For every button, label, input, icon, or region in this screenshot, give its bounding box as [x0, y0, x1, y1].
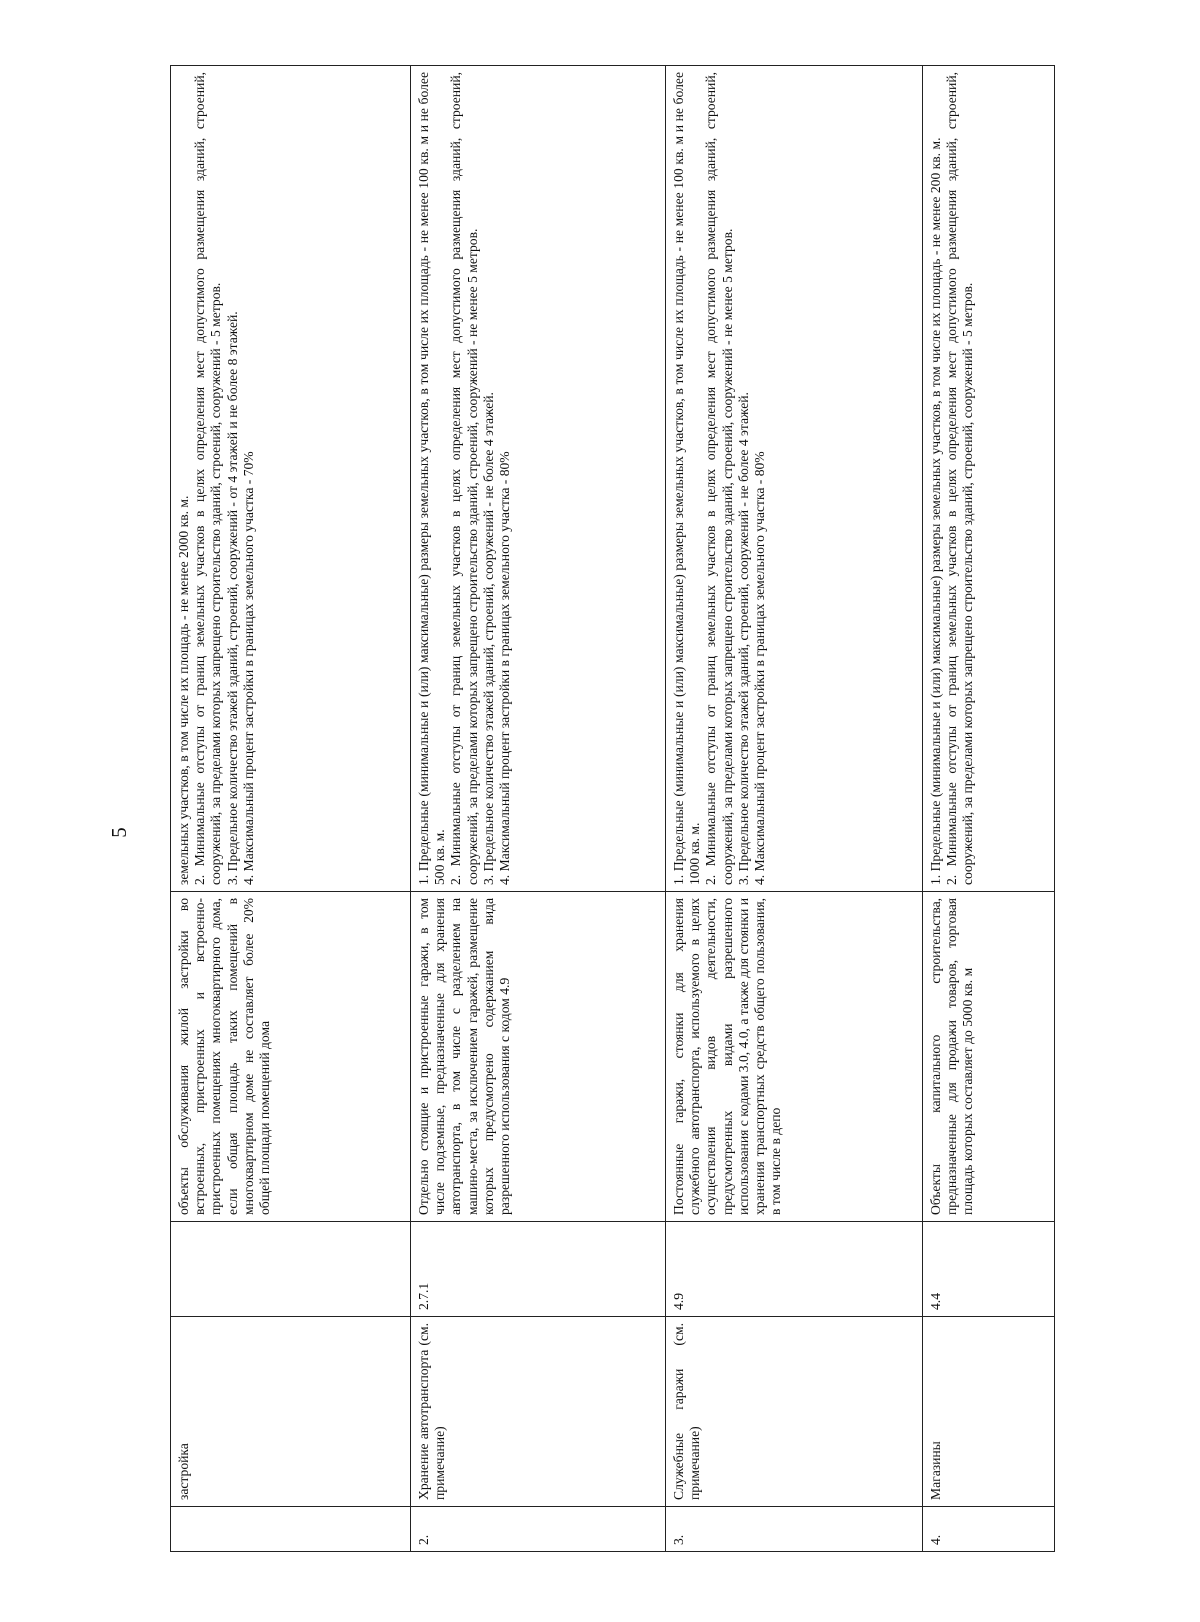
- parameter-line: 1. Предельные (минимальные и (или) максимальные) размеры земельных участков, в том числе их площадь - не менее 100 кв. м и не более 500 кв. м.: [416, 72, 448, 885]
- use-parameters: [411, 66, 666, 892]
- use-name: Служебные гаражи (см. примечание): [666, 1317, 923, 1507]
- row-number: 3.: [666, 1507, 923, 1552]
- page-number: 5: [106, 827, 131, 838]
- use-name: Магазины: [923, 1317, 1055, 1507]
- row-number: [171, 1507, 411, 1552]
- use-description: Объекты капитального строительства, предназначенные для продажи товаров, торговая площадь которых составляет до 5000 кв. м: [923, 892, 1055, 1222]
- use-name: застройка: [171, 1317, 411, 1507]
- parameter-line: 3. Предельное количество этажей зданий, строений, сооружений - не более 4 этажей.: [480, 392, 496, 885]
- table-row: [666, 66, 923, 1552]
- parameter-line: 2. Минимальные отступы от границ земельных участков в целях определения мест допустимого размещения зданий, строений, сооружений, за пределами которых запрещено строительство зданий, строений, сооружений - 5 метров.: [192, 72, 224, 885]
- use-code: 4.9: [666, 1222, 923, 1317]
- use-code: 2.7.1: [411, 1222, 666, 1317]
- parameter-line: 2. Минимальные отступы от границ земельных участков в целях определения мест допустимого размещения зданий, строений, сооружений, за пределами которых запрещено строительство зданий, строений, сооружений - не менее 5 метров.: [448, 72, 480, 885]
- parameter-line: земельных участков, в том числе их площадь - не менее 2000 кв. м.: [176, 495, 191, 885]
- use-name: Хранение автотранспорта (см. примечание): [411, 1317, 666, 1507]
- use-parameters: [923, 66, 1055, 892]
- use-code: 4.4: [923, 1222, 1055, 1317]
- use-parameters: [666, 66, 923, 892]
- row-number: 4.: [923, 1507, 1055, 1552]
- parameter-line: 3. Предельное количество этажей зданий, строений, сооружений - от 4 этажей и не более 8 этажей.: [224, 311, 240, 885]
- table-row: [171, 66, 411, 1552]
- use-description: Отдельно стоящие и пристроенные гаражи, в том числе подземные, предназначенные для хранения автотранспорта, в том числе с разделением на машино-места, за исключением гаражей, размещение которых предусмотрено содержанием вида разрешенного использования с кодом 4.9: [411, 892, 666, 1222]
- parameter-line: 2. Минимальные отступы от границ земельных участков в целях определения мест допустимого размещения зданий, строений, сооружений, за пределами которых запрещено строительство зданий, строений, сооружений - 5 метров.: [944, 72, 976, 885]
- parameter-line: 1. Предельные (минимальные и (или) максимальные) размеры земельных участков, в том числе их площадь - не менее 100 кв. м и не более 1000 кв. м.: [671, 72, 703, 885]
- parameter-line: 4. Максимальный процент застройки в границах земельного участка - 70%: [240, 451, 256, 885]
- table-row: [411, 66, 666, 1552]
- row-number: 2.: [411, 1507, 666, 1552]
- parameter-line: 4. Максимальный процент застройки в границах земельного участка - 80%: [496, 451, 512, 885]
- parameter-line: 4. Максимальный процент застройки в границах земельного участка - 80%: [751, 451, 767, 885]
- table-row: [923, 66, 1055, 1552]
- rotated-page: [170, 66, 1054, 1552]
- use-description: Постоянные гаражи, стоянки для хранения служебного автотранспорта, используемого в целях осуществления видов деятельности, предусмотренных видами разрешенного использования с кодами 3.0, 4.0, а также для стоянки и хранения транспортных средств общего пользования, в том числе в депо: [666, 892, 923, 1222]
- parameter-line: 1. Предельные (минимальные и (или) максимальные) размеры земельных участков, в том числе их площадь - не менее 200 кв. м.: [928, 137, 943, 885]
- parameter-line: 3. Предельное количество этажей зданий, строений, сооружений - не более 4 этажей.: [735, 392, 751, 885]
- use-description: объекты обслуживания жилой застройки во встроенных, пристроенных и встроенно-пристроенных помещениях многоквартирного дома, если общая площадь таких помещений в многоквартирном доме не составляет более 20% общей площади помещений дома: [171, 892, 411, 1222]
- use-code: [171, 1222, 411, 1317]
- parameter-line: 2. Минимальные отступы от границ земельных участков в целях определения мест допустимого размещения зданий, строений, сооружений, за пределами которых запрещено строительство зданий, строений, сооружений - не менее 5 метров.: [703, 72, 735, 885]
- land-use-table: [170, 65, 1055, 1552]
- use-parameters: [171, 66, 411, 892]
